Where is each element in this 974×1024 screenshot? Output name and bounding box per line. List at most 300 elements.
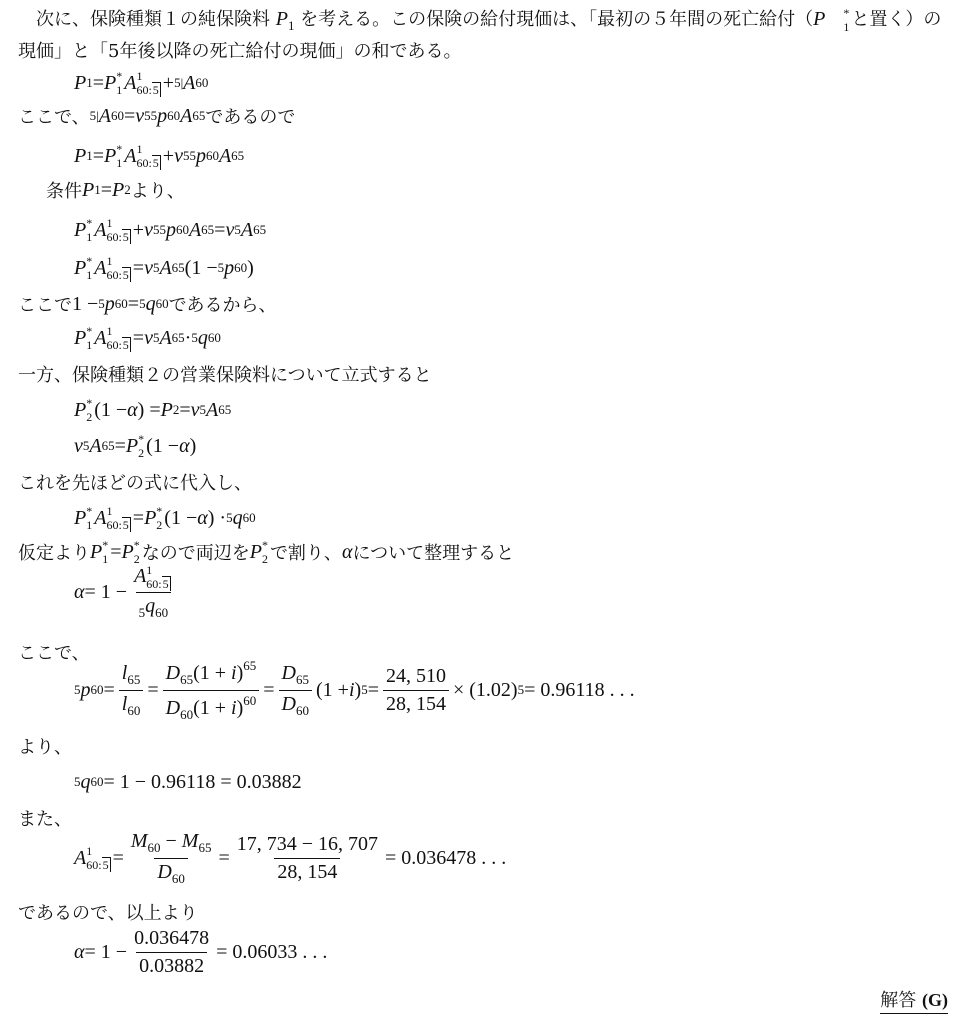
math-variable: P: [90, 540, 103, 563]
equation-line: [74, 503, 256, 533]
math-text: ) ·: [207, 506, 227, 529]
text-run: であるので: [205, 107, 296, 128]
subscript: 65: [218, 402, 232, 417]
equation-line: [74, 828, 506, 888]
math-variable: A: [240, 218, 254, 241]
subscript: 60: [155, 296, 169, 311]
subscript: 60: [205, 148, 219, 163]
subscript: 5: [74, 774, 81, 789]
subscript: [106, 231, 130, 243]
subscript: 60: [90, 774, 104, 789]
subscript: 60: [234, 260, 248, 275]
text-run: 一方、保険種類２の営業保険料について立式すると: [18, 365, 432, 386]
text-run: について整理すると: [352, 543, 515, 564]
subscript: 5: [138, 604, 146, 620]
math-text: =: [103, 678, 115, 701]
math-variable: v: [74, 434, 83, 457]
text-line: [18, 6, 948, 65]
text-run: を考える。この保険の給付現価は、「最初の５年間の死亡給付（: [294, 9, 814, 30]
subscript: 2: [133, 552, 140, 566]
age-index: 60:: [136, 156, 152, 170]
math-variable: q: [232, 506, 243, 529]
subscript: 60: [180, 706, 194, 722]
math-variable: P: [160, 398, 173, 421]
subscript: 65: [201, 222, 215, 237]
math-variable: A: [188, 218, 202, 241]
subscript: 60: [195, 75, 209, 90]
answer-label: [880, 986, 948, 1014]
age-index: 60:: [136, 83, 152, 97]
superscript: 1: [106, 254, 113, 268]
superscript: *: [86, 504, 93, 518]
math-text: ) =: [137, 398, 161, 421]
subscript: 1: [86, 268, 93, 282]
text-line: [18, 289, 277, 319]
math-variable: A: [159, 326, 172, 349]
math-text: =: [132, 256, 145, 279]
math-text: (1 −: [184, 256, 218, 279]
math-text: = 1 −: [84, 940, 128, 963]
superscript: *: [102, 538, 109, 552]
subscript: 5: [217, 260, 225, 275]
math-variable: p: [104, 292, 115, 315]
denominator: [163, 690, 260, 723]
math-text: −: [160, 829, 182, 852]
subscript: 2: [138, 446, 145, 460]
subscript: 5: [139, 296, 146, 311]
fraction: [128, 830, 215, 887]
subscript: 5: [98, 296, 105, 311]
term-insurance-index: [106, 505, 130, 531]
superscript: *: [116, 142, 123, 156]
age-index: 60:: [86, 858, 102, 872]
math-variable: A: [89, 434, 102, 457]
math-variable: α: [179, 434, 190, 457]
superscript: *: [116, 69, 123, 83]
text-line: [18, 101, 295, 131]
math-text: =: [132, 326, 145, 349]
answer-value: (G): [922, 990, 948, 1010]
math-variable: A: [159, 256, 172, 279]
math-variable: A: [180, 104, 193, 127]
subscript: 60: [127, 702, 141, 718]
math-text: =: [127, 292, 140, 315]
superscript: *: [86, 216, 93, 230]
equation-line: [74, 141, 244, 171]
sup-sub-stack: [138, 433, 144, 459]
math-text: 24, 510: [385, 664, 446, 687]
subscript: 65: [253, 222, 267, 237]
superscript: 5: [361, 682, 368, 697]
math-text: (1 +: [193, 661, 232, 684]
denominator: [136, 592, 172, 621]
math-variable: A: [94, 506, 107, 529]
text-run: より、: [18, 737, 72, 758]
subscript: [136, 84, 160, 96]
superscript: 1: [86, 844, 93, 858]
text-run: であるので、以上より: [18, 903, 198, 924]
superscript: 1: [106, 324, 113, 338]
math-variable: p: [80, 678, 91, 701]
subscript: 65: [198, 839, 212, 855]
math-variable: P: [74, 506, 87, 529]
math-text: (1 −: [164, 506, 198, 529]
math-text: 28, 154: [277, 860, 338, 883]
math-variable: A: [74, 846, 87, 869]
superscript: *: [86, 396, 93, 410]
superscript: 5: [182, 148, 190, 163]
math-variable: α: [127, 398, 138, 421]
math-text: (1 −: [94, 398, 128, 421]
subscript: 5: [150, 108, 158, 123]
math-variable: v: [174, 144, 183, 167]
math-text: 17, 734 − 16, 707: [236, 832, 379, 855]
math-text: = 0.96118 . . .: [524, 678, 635, 701]
math-variable: D: [157, 860, 172, 883]
sup-sub-stack: [86, 255, 92, 281]
subscript: 65: [171, 260, 185, 275]
math-variable: p: [165, 218, 176, 241]
superscript: 65: [243, 657, 257, 673]
text-run: 次に、保険種類１の純保険料: [36, 9, 276, 30]
math-text: =: [367, 678, 379, 701]
subscript: 60: [155, 604, 169, 620]
sup-sub-stack: [262, 539, 268, 565]
subscript: 65: [192, 108, 206, 123]
subscript: 60: [114, 296, 128, 311]
math-variable: α: [197, 506, 208, 529]
subscript: 1: [116, 83, 123, 97]
numerator: [383, 665, 449, 690]
subscript: 1: [86, 230, 93, 244]
term-insurance-index: [106, 325, 130, 351]
math-variable: M: [130, 829, 148, 852]
angle-term: 5: [152, 156, 159, 170]
math-variable: P: [74, 144, 87, 167]
text-run: なので両辺を: [141, 543, 250, 564]
subscript: 5: [159, 222, 166, 237]
subscript: 1: [86, 148, 93, 163]
equation-line: [74, 395, 231, 425]
math-text: +: [132, 218, 145, 241]
sup-sub-stack: [156, 505, 162, 531]
math-text: =: [92, 144, 104, 167]
math-variable: i: [231, 696, 237, 719]
math-variable: D: [281, 661, 296, 684]
math-variable: v: [190, 398, 200, 421]
math-text: =: [110, 540, 122, 563]
math-text: +: [162, 71, 175, 94]
math-variable: i: [231, 661, 237, 684]
math-variable: P: [104, 71, 117, 94]
superscript: *: [138, 432, 145, 446]
fraction: [383, 665, 449, 716]
math-variable: P: [82, 178, 95, 201]
superscript: 5: [152, 330, 160, 345]
denominator: [383, 690, 449, 716]
math-text: 0.03882: [139, 954, 205, 977]
subscript: 1: [86, 518, 93, 532]
math-text: =: [112, 846, 124, 869]
subscript: [106, 269, 130, 281]
age-index: 60:: [106, 268, 122, 282]
math-text: = 0.06033 . . .: [216, 940, 328, 963]
subscript: 5|: [174, 75, 184, 90]
math-variable: P: [74, 218, 87, 241]
text-run: であるから、: [168, 295, 277, 316]
subscript: 1: [287, 18, 295, 33]
text-line: [18, 731, 72, 761]
term-insurance-index: [146, 564, 170, 590]
text-run: また、: [18, 809, 72, 830]
angle-term: 5: [122, 338, 129, 352]
equation-line: [74, 657, 635, 722]
equation-line: [74, 431, 196, 461]
math-variable: P: [275, 8, 288, 30]
text-run: 条件: [46, 181, 82, 202]
math-variable: P: [121, 540, 134, 563]
text-run: 仮定より: [18, 543, 90, 564]
subscript: 5: [226, 510, 233, 525]
text-run: で割り、: [269, 543, 342, 564]
text-line: [18, 467, 252, 497]
subscript: [106, 339, 130, 351]
age-index: 60:: [106, 518, 122, 532]
math-text: =: [123, 104, 136, 127]
math-text: =: [214, 218, 226, 241]
subscript: 60: [167, 108, 181, 123]
superscript: 1: [106, 504, 113, 518]
math-text: =: [100, 178, 112, 201]
math-text: (1 −: [146, 434, 180, 457]
superscript: *: [86, 254, 93, 268]
math-variable: D: [281, 692, 296, 715]
text-run: ここで: [18, 295, 72, 316]
term-insurance-index: [86, 845, 110, 871]
math-variable: α: [74, 580, 85, 603]
math-variable: v: [225, 218, 235, 241]
math-text: =: [92, 71, 104, 94]
math-variable: P: [144, 506, 157, 529]
text-line: [46, 175, 185, 205]
equation-line: [74, 767, 302, 797]
term-insurance-index: [136, 143, 160, 169]
math-variable: v: [135, 104, 145, 127]
math-variable: M: [181, 829, 199, 852]
equation-line: [74, 215, 266, 245]
subscript: 65: [171, 330, 185, 345]
superscript: *: [156, 504, 163, 518]
math-text: =: [263, 678, 275, 701]
math-variable: p: [224, 256, 235, 279]
math-variable: A: [94, 326, 107, 349]
math-variable: q: [145, 292, 156, 315]
superscript: 5: [152, 222, 160, 237]
text-line: [18, 359, 432, 389]
subscript: 2: [172, 402, 180, 417]
math-text: +: [162, 144, 175, 167]
text-run: ここで、: [18, 643, 90, 664]
math-variable: A: [218, 144, 232, 167]
equation-line: [74, 323, 221, 353]
math-text: ): [189, 434, 197, 457]
sup-sub-stack: [86, 217, 92, 243]
math-variable: A: [124, 144, 137, 167]
math-variable: P: [104, 144, 117, 167]
math-variable: P: [74, 256, 87, 279]
equation-line: [74, 253, 254, 283]
age-index: 60:: [106, 230, 122, 244]
math-variable: D: [165, 661, 181, 684]
math-variable: A: [94, 256, 107, 279]
superscript: 1: [136, 142, 143, 156]
subscript: [136, 157, 160, 169]
angle-term: 5: [162, 576, 169, 591]
fraction: [131, 564, 176, 621]
math-text: 28, 154: [385, 692, 446, 715]
math-variable: P: [813, 8, 826, 30]
subscript: 65: [231, 148, 245, 163]
superscript: 5: [234, 222, 241, 237]
math-variable: A: [124, 71, 137, 94]
age-index: 60:: [106, 338, 122, 352]
denominator: [274, 858, 340, 884]
denominator: [119, 690, 144, 719]
subscript: [146, 578, 170, 590]
subscript: 5: [189, 148, 196, 163]
superscript: 5: [82, 438, 90, 453]
math-variable: α: [341, 540, 353, 563]
math-variable: p: [157, 104, 168, 127]
superscript: *: [133, 538, 140, 552]
superscript: 5: [152, 260, 160, 275]
math-text: ): [236, 696, 244, 719]
subscript: 60: [171, 870, 185, 886]
term-insurance-index: [106, 255, 130, 281]
math-text: ): [236, 661, 244, 684]
numerator: [119, 662, 144, 690]
math-variable: q: [197, 326, 208, 349]
math-variable: q: [145, 594, 156, 617]
equation-line: [74, 562, 180, 622]
angle-term: 5: [122, 230, 129, 244]
subscript: 1: [86, 75, 93, 90]
math-variable: v: [144, 256, 153, 279]
subscript: 65: [127, 671, 141, 687]
numerator: [131, 564, 176, 592]
denominator: [136, 952, 207, 978]
math-variable: P: [74, 326, 87, 349]
subscript: 2: [156, 518, 163, 532]
math-text: (1 +: [193, 696, 232, 719]
math-variable: P: [74, 71, 87, 94]
subscript: 60: [110, 108, 124, 123]
fraction: [131, 927, 212, 978]
math-text: ): [354, 678, 362, 701]
superscript: 5: [199, 402, 207, 417]
math-text: = 1 − 0.96118 = 0.03882: [103, 770, 302, 793]
term-insurance-index: [106, 217, 130, 243]
math-variable: P: [125, 434, 139, 457]
subscript: 60: [296, 702, 309, 718]
subscript: 1: [116, 156, 123, 170]
math-text: (1 +: [316, 678, 349, 701]
superscript: *: [843, 6, 850, 20]
subscript: 65: [180, 671, 194, 687]
math-variable: α: [74, 940, 85, 963]
sup-sub-stack: [86, 397, 92, 423]
angle-term: 5: [122, 518, 129, 532]
math-text: 0.036478: [134, 926, 210, 949]
age-index: 60:: [146, 576, 162, 591]
subscript: 65: [101, 438, 115, 453]
numerator: [234, 833, 381, 858]
math-text: =: [132, 506, 145, 529]
text-run: より、: [130, 181, 185, 202]
fraction: [279, 662, 312, 719]
subscript: 1: [94, 182, 101, 197]
angle-term: 5: [122, 268, 129, 282]
math-variable: l: [121, 661, 128, 684]
superscript: *: [261, 538, 268, 552]
math-variable: A: [98, 104, 111, 127]
fraction: [163, 658, 260, 723]
subscript: 1: [843, 20, 850, 34]
subscript: 60: [175, 222, 189, 237]
math-text: × (1.02): [452, 678, 518, 701]
subscript: 60: [207, 330, 221, 345]
math-variable: q: [80, 770, 91, 793]
sup-sub-stack: [825, 7, 849, 33]
term-insurance-index: [136, 70, 160, 96]
math-text: =: [218, 846, 230, 869]
superscript: 1: [146, 562, 153, 577]
text-run: ここで、: [18, 107, 90, 128]
sup-sub-stack: [86, 505, 92, 531]
math-variable: P: [112, 178, 125, 201]
math-text: 1 −: [72, 292, 99, 315]
answer-prefix: 解答: [880, 990, 922, 1011]
fraction: [119, 662, 144, 719]
superscript: *: [86, 324, 93, 338]
math-variable: A: [183, 71, 196, 94]
equation-line: [74, 68, 208, 98]
math-variable: l: [121, 692, 128, 715]
numerator: [128, 830, 215, 858]
superscript: 60: [243, 692, 257, 708]
math-text: ): [247, 256, 254, 279]
angle-term: 5: [102, 858, 109, 872]
angle-term: 5: [152, 83, 159, 97]
subscript: 60: [147, 839, 161, 855]
equation-line: [74, 922, 327, 982]
sup-sub-stack: [116, 70, 122, 96]
math-variable: v: [144, 218, 153, 241]
superscript: 1: [106, 216, 113, 230]
math-text: ·: [184, 326, 192, 349]
numerator: [131, 927, 212, 952]
text-run: これを先ほどの式に代入し、: [18, 473, 252, 494]
subscript: [86, 859, 110, 871]
math-variable: v: [144, 326, 153, 349]
math-variable: p: [195, 144, 206, 167]
subscript: 60: [90, 682, 104, 697]
subscript: 2: [86, 410, 93, 424]
subscript: 1: [86, 338, 93, 352]
subscript: 60: [242, 510, 256, 525]
math-text: =: [114, 434, 126, 457]
math-variable: P: [74, 398, 87, 421]
